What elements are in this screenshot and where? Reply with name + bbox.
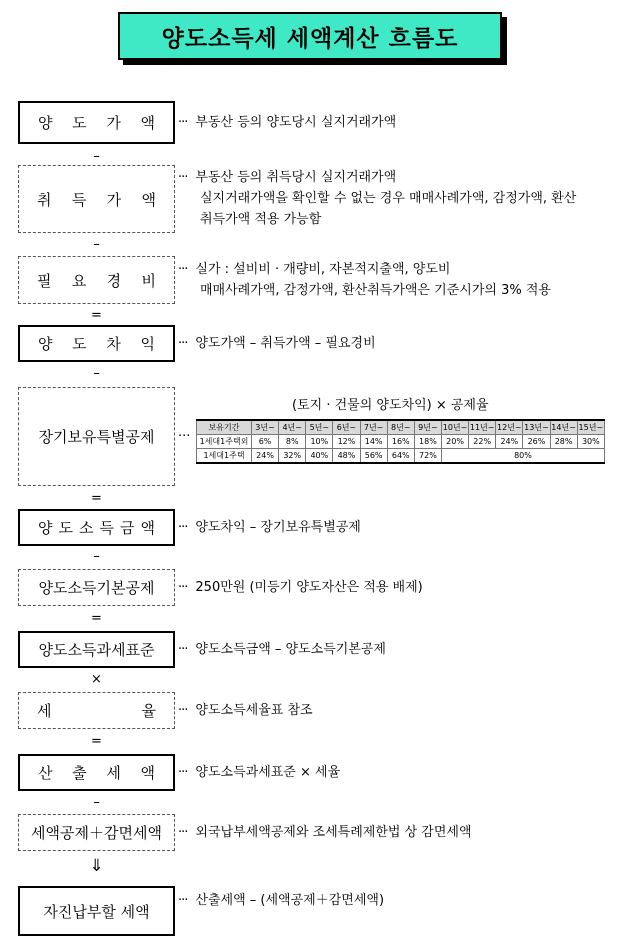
table-cell: 72% — [414, 449, 441, 464]
operator-minus: – — [93, 149, 100, 164]
step-box-tax-base — [18, 631, 175, 668]
table-header-cell: 10년~ — [441, 420, 468, 435]
table-cell: 12% — [333, 435, 360, 449]
desc-line: 250만원 (미등기 양도자산은 적용 배제) — [195, 580, 423, 595]
label-char: 율 — [141, 702, 156, 720]
table-header-cell: 9년~ — [414, 420, 441, 435]
table-cell: 48% — [333, 449, 360, 464]
table-header-cell: 3년~ — [252, 420, 279, 435]
label-char: 취 — [37, 190, 52, 209]
table-header-cell: 15년~ — [577, 420, 604, 435]
table-header-cell: 12년~ — [496, 420, 523, 435]
step-box-acquisition-price — [18, 165, 175, 233]
operator-equals: = — [91, 611, 102, 626]
operator-equals: = — [91, 308, 102, 323]
step-box-necessary-expenses — [18, 256, 175, 304]
label-char: 필 — [37, 271, 52, 290]
operator-minus: – — [93, 237, 100, 252]
label-char: 액 — [140, 114, 155, 132]
step-desc-tax-payable — [178, 890, 384, 911]
label-char: 세 — [106, 764, 121, 782]
step-box-calculated-tax — [18, 754, 175, 791]
label-char: 요 — [71, 271, 87, 290]
leader-dots: ··· — [178, 893, 188, 908]
step-label: 양도소득기본공제 — [38, 579, 155, 597]
label-char: 세 — [37, 702, 52, 720]
leader-dots: ··· — [178, 703, 188, 718]
desc-line: 부동산 등의 취득당시 실지거래가액 — [195, 170, 397, 185]
leader-dots: ··· — [178, 429, 191, 444]
step-label: 자진납부할 세액 — [43, 902, 150, 921]
table-cell: 6% — [252, 435, 279, 449]
step-box-tax-credit-reduction — [18, 814, 175, 851]
step-box-long-term-deduction — [18, 387, 175, 486]
step-box-basic-deduction — [18, 569, 175, 606]
step-label: 장기보유특별공제 — [38, 428, 155, 446]
table-cell: 28% — [550, 435, 577, 449]
down-arrow-icon: ⇓ — [89, 856, 104, 876]
label-char: 도 — [58, 519, 73, 537]
table-cell: 26% — [523, 435, 550, 449]
leader-dots: ··· — [178, 115, 188, 130]
step-desc-calculated-tax — [178, 762, 340, 783]
step-desc-capital-gain-income — [178, 517, 361, 538]
step-desc-tax-base — [178, 639, 386, 660]
leader-dots: ··· — [178, 520, 188, 535]
label-char: 액 — [140, 764, 155, 782]
step-desc-tax-credit-reduction — [178, 822, 472, 843]
desc-line: 매매사례가액, 감정가액, 환산취득가액은 기준시가의 3% 적용 — [200, 283, 551, 298]
label-char: 경 — [106, 271, 122, 290]
operator-equals: = — [91, 491, 102, 506]
desc-line: 양도소득금액 – 양도소득기본공제 — [195, 642, 386, 657]
desc-line: 실가 : 설비비 · 개량비, 자본적지출액, 양도비 — [195, 262, 451, 277]
page-title: 양도소득세 세액계산 흐름도 — [118, 12, 502, 60]
desc-line: 양도소득과세표준 × 세율 — [195, 765, 341, 780]
table-cell: 8% — [279, 435, 306, 449]
label-char: 액 — [141, 190, 156, 209]
label-char: 액 — [140, 519, 155, 537]
label-char: 비 — [141, 271, 156, 290]
table-cell: 1세대1주택 — [197, 449, 252, 464]
deduction-formula: (토지 · 건물의 양도차익) × 공제율 — [292, 398, 489, 413]
label-char: 도 — [72, 335, 87, 353]
table-header-cell: 7년~ — [360, 420, 387, 435]
table-row — [197, 449, 605, 464]
leader-dots: ··· — [178, 262, 188, 277]
operator-minus: – — [93, 549, 100, 564]
desc-line: 외국납부세액공제와 조세특례제한법 상 감면세액 — [195, 825, 472, 840]
table-header-cell: 4년~ — [279, 420, 306, 435]
step-desc-necessary-expenses — [178, 259, 551, 301]
leader-dots: ··· — [178, 765, 188, 780]
deduction-rate-table — [196, 419, 605, 464]
step-box-capital-gain — [18, 325, 175, 362]
step-box-tax-payable — [18, 886, 175, 936]
desc-line: 양도소득세율표 참조 — [195, 703, 313, 718]
label-char: 도 — [72, 114, 87, 132]
table-cell: 24% — [496, 435, 523, 449]
table-cell: 16% — [387, 435, 414, 449]
label-char: 소 — [79, 519, 94, 537]
leader-dots: ··· — [178, 170, 188, 185]
label-char: 양 — [38, 114, 53, 132]
table-cell: 30% — [577, 435, 604, 449]
desc-line: 취득가액 적용 가능함 — [200, 212, 322, 227]
leader-dots: ··· — [178, 580, 188, 595]
table-cell: 64% — [387, 449, 414, 464]
label-char: 차 — [106, 335, 121, 353]
operator-multiply: × — [91, 672, 102, 687]
table-header-cell: 5년~ — [306, 420, 333, 435]
leader-dots: ··· — [178, 336, 188, 351]
table-header-cell: 11년~ — [469, 420, 496, 435]
table-header-cell: 6년~ — [333, 420, 360, 435]
table-cell: 32% — [279, 449, 306, 464]
label-char: 양 — [38, 335, 53, 353]
desc-line: 양도가액 – 취득가액 – 필요경비 — [195, 336, 376, 351]
table-cell: 14% — [360, 435, 387, 449]
desc-line: 산출세액 – (세액공제＋감면세액) — [195, 893, 385, 908]
label-char: 산 — [38, 764, 53, 782]
step-label: 양도소득과세표준 — [38, 641, 155, 659]
step-label: 세액공제＋감면세액 — [31, 824, 162, 842]
label-char: 가 — [106, 114, 121, 132]
desc-line: 양도차익 – 장기보유특별공제 — [195, 520, 361, 535]
leader-dots: ··· — [178, 825, 188, 840]
table-row — [197, 420, 605, 435]
label-char: 가 — [106, 190, 122, 209]
label-char: 득 — [99, 519, 114, 537]
table-header-cell: 14년~ — [550, 420, 577, 435]
step-box-sale-price — [18, 101, 175, 144]
step-box-capital-gain-income — [18, 509, 175, 546]
table-cell: 1세대1주택외 — [197, 435, 252, 449]
step-desc-tax-rate — [178, 700, 313, 721]
table-header-cell: 보유기간 — [197, 420, 252, 435]
table-cell: 56% — [360, 449, 387, 464]
table-cell: 10% — [306, 435, 333, 449]
table-cell-merged: 80% — [441, 449, 604, 464]
label-char: 금 — [120, 519, 135, 537]
leader-dots: ··· — [178, 642, 188, 657]
label-char: 양 — [38, 519, 53, 537]
table-header-cell: 13년~ — [523, 420, 550, 435]
table-cell: 20% — [441, 435, 468, 449]
label-char: 익 — [140, 335, 155, 353]
operator-equals: = — [91, 734, 102, 749]
desc-line: 부동산 등의 양도당시 실지거래가액 — [195, 115, 397, 130]
table-header-cell: 8년~ — [387, 420, 414, 435]
operator-minus: – — [93, 366, 100, 381]
step-desc-sale-price — [178, 112, 396, 133]
table-cell: 40% — [306, 449, 333, 464]
table-cell: 18% — [414, 435, 441, 449]
label-char: 득 — [71, 190, 87, 209]
table-cell: 22% — [469, 435, 496, 449]
step-desc-acquisition-price — [178, 167, 576, 230]
step-box-tax-rate — [18, 692, 175, 729]
table-row — [197, 435, 605, 449]
operator-minus: – — [93, 795, 100, 810]
label-char: 출 — [72, 764, 87, 782]
step-desc-basic-deduction — [178, 577, 423, 598]
desc-line: 실지거래가액을 확인할 수 없는 경우 매매사례가액, 감정가액, 환산 — [200, 191, 577, 206]
step-desc-capital-gain — [178, 333, 376, 354]
table-cell: 24% — [252, 449, 279, 464]
